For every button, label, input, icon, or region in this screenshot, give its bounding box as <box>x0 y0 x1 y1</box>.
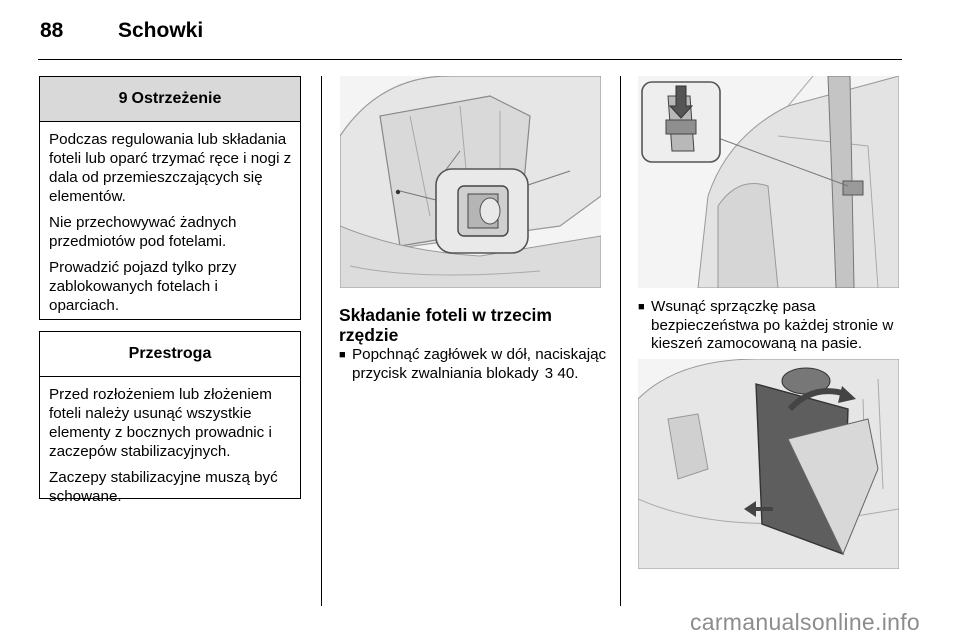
step-1 <box>339 346 609 383</box>
warning-paragraph: Podczas regulowania lub składania foteli lub oparć trzymać ręce i nogi z dala od przemieszczających się elementów. <box>49 131 292 205</box>
warning-box-header <box>40 77 300 122</box>
seatbelt-buckle-illustration <box>638 76 899 288</box>
caution-box <box>39 331 301 505</box>
page-title: Schowki <box>118 19 204 42</box>
column-divider-left <box>321 76 322 606</box>
column-divider-right <box>620 76 621 606</box>
warning-heading: Ostrzeżenie <box>131 90 222 107</box>
bullet-marker: ■ <box>638 301 645 313</box>
warning-triangle-icon: 9 <box>118 90 128 107</box>
header-rule <box>38 59 902 60</box>
warning-box <box>39 76 301 320</box>
warning-paragraph: Nie przechowywać żadnych przedmiotów pod fotelami. <box>49 214 237 250</box>
caution-paragraph: Przed rozłożeniem lub złożeniem foteli należy usunąć wszystkie elementy z bocznych prowadnic i zaczepów stabilizacyjnych. <box>49 386 272 460</box>
headrest-release-illustration <box>340 76 601 288</box>
watermark: carmanualsonline.info <box>689 609 920 635</box>
caution-box-header <box>40 332 300 377</box>
step-2 <box>638 298 900 354</box>
caution-paragraph: Zaczepy stabilizacyjne muszą być schowane. <box>49 469 278 505</box>
page-number: 88 <box>40 19 64 42</box>
caution-box-body <box>40 377 300 519</box>
step-1-text: Popchnąć zagłówek w dół, naciskając przycisk zwalniania blokady <box>352 346 607 382</box>
seat-folding-illustration <box>638 359 899 569</box>
section-heading: Składanie foteli w trzecim rzędzie <box>339 305 552 345</box>
warning-box-body <box>40 122 300 328</box>
caution-heading: Przestroga <box>128 345 212 362</box>
warning-paragraph: Prowadzić pojazd tylko przy zablokowanych fotelach i oparciach. <box>49 259 237 314</box>
bullet-marker: ■ <box>339 349 346 361</box>
page-reference-arrow-icon: 3 <box>544 364 554 382</box>
step-1-ref-page[interactable]: 40. <box>557 364 579 382</box>
step-2-text: Wsunąć sprzączkę pasa bezpieczeństwa po każdej stronie w kieszeń zamocowaną na pasie. <box>651 298 894 352</box>
